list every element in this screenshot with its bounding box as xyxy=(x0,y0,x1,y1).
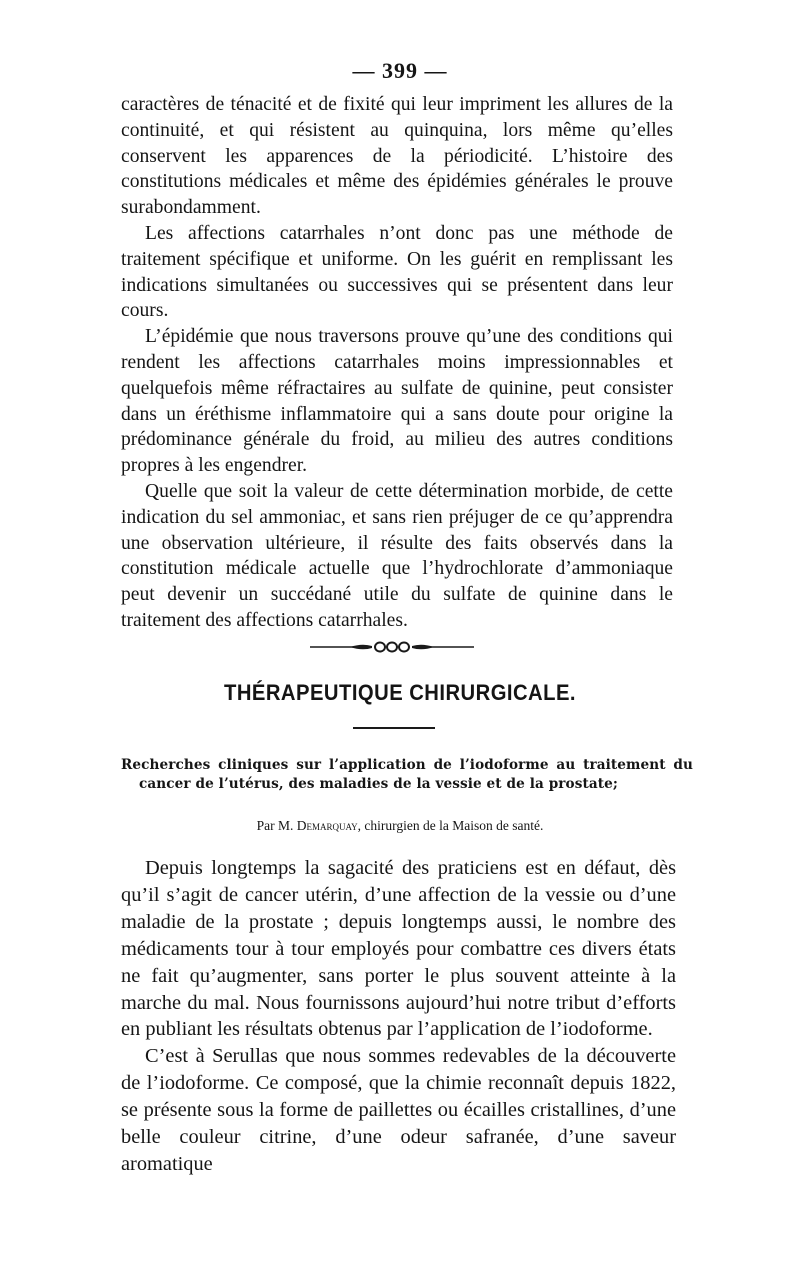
paragraph: Depuis longtemps la sagacité des praticiens est en défaut, dès qu’il s’agit de cancer utérin, d’une affection de la vessie ou d’une maladie de la prostate ; depuis longtemps aussi, le nombre des médicaments tour à tour employés pour combattre ces divers états ne fait qu’augmenter, sans porter le plus souvent atteinte à la marche du mal. Nous fournissons aujourd’hui notre tribut d’efforts en publiant les résultats obtenus par l’application de l’iodoforme. xyxy=(121,857,676,1041)
lower-text-block xyxy=(121,855,676,1178)
paragraph: L’épidémie que nous traversons prouve qu’une des conditions qui rendent les affections catarrhales moins impressionnables et quelquefois même réfractaires au sulfate de quinine, peut consister dans un éréthisme inflammatoire qui a sans doute pour origine la prédominance générale du froid, au milieu des autres conditions propres à les engendrer. xyxy=(121,326,673,477)
byline-suffix: , chirurgien de la Maison de santé. xyxy=(357,818,544,833)
upper-text-block xyxy=(121,92,673,634)
section-divider xyxy=(353,727,435,729)
paragraph: C’est à Serullas que nous sommes redevables de la découverte de l’iodoforme. Ce composé, que la chimie reconnaît depuis 1822, se présente sous la forme de paillettes ou écailles cristallines, d’une belle couleur citrine, d’une odeur safranée, d’une saveur aromatique xyxy=(121,1045,676,1175)
paragraph: Quelle que soit la valeur de cette détermination morbide, de cette indication du sel ammoniac, et sans rien préjuger de ce qu’apprendra une observation ultérieure, il résulte des faits observés dans la constitution médicale actuelle que l’hydrochlorate d’ammoniaque peut devenir un succédané utile du sulfate de quinine dans le traitement des affections catarrhales. xyxy=(121,480,673,631)
paragraph-continuation: caractères de ténacité et de fixité qui leur impriment les allures de la continuité, et qui résistent au quinquina, lors même qu’elles conservent les apparences de la périodicité. L’histoire des constitutions médicales et même des épidémies générales le prouve surabondamment. xyxy=(121,94,673,219)
decorative-ornament-icon xyxy=(310,638,474,656)
byline xyxy=(0,818,800,834)
article-title: Recherches cliniques sur l’application de l’iodoforme au traitement du cancer de l’utérus, des maladies de la vessie et de la prostate; xyxy=(121,757,693,792)
section-title: THÉRAPEUTIQUE CHIRURGICALE. xyxy=(223,680,577,705)
page-number: — 399 — xyxy=(352,58,448,83)
paragraph: Les affections catarrhales n’ont donc pas une méthode de traitement spécifique et uniforme. On les guérit en remplissant les indications simultanées ou successives qui se présentent dans leur cours. xyxy=(121,222,673,322)
author-name: Demarquay xyxy=(296,818,358,833)
byline-prefix: Par M. xyxy=(256,818,294,833)
